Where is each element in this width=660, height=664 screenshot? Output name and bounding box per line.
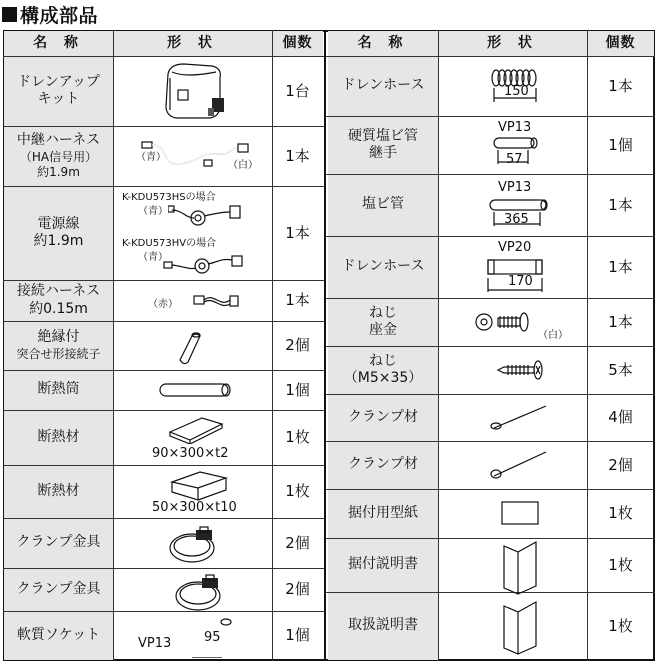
part-name-line: 継手 bbox=[369, 145, 397, 161]
row-divider bbox=[325, 394, 655, 395]
drain-hose-150-label: 150 bbox=[504, 84, 529, 99]
header-name bbox=[4, 31, 113, 56]
part-quantity: 1本 bbox=[285, 291, 310, 310]
power-line-hv-illustration bbox=[160, 250, 250, 278]
part-quantity: 5本 bbox=[608, 360, 633, 379]
part-quantity: 1枚 bbox=[285, 428, 310, 447]
part-name-cell bbox=[328, 116, 438, 174]
drain-hose-vp20-label: VP20 bbox=[498, 240, 532, 255]
part-name-line: 電源線 bbox=[37, 215, 80, 232]
part-name-cell bbox=[4, 568, 113, 611]
part-quantity-cell bbox=[587, 441, 654, 489]
part-quantity: 1枚 bbox=[608, 616, 633, 635]
part-quantity-cell bbox=[272, 280, 323, 321]
row-divider bbox=[325, 116, 655, 117]
soft-socket-length-label: 95 bbox=[204, 630, 221, 645]
part-name-line: 塩ビ管 bbox=[362, 196, 404, 213]
row-divider bbox=[325, 592, 655, 593]
power-line-hv-label: K-KDU573HVの場合 bbox=[122, 238, 217, 249]
page-title-text: 構成部品 bbox=[20, 4, 99, 27]
header-qty-label: 個数 bbox=[282, 34, 313, 51]
part-name-line: ねじ bbox=[369, 304, 397, 321]
part-name-cell bbox=[328, 298, 438, 346]
part-name-line: 約0.15m bbox=[29, 300, 88, 317]
part-quantity-cell bbox=[587, 298, 654, 346]
row-divider bbox=[3, 280, 325, 281]
row-divider bbox=[325, 236, 655, 237]
part-quantity-cell bbox=[272, 568, 323, 611]
insulation-tube-illustration bbox=[154, 380, 236, 400]
relay-harness-white-label: （白） bbox=[228, 160, 258, 171]
relay-harness-blue-label: （青） bbox=[136, 152, 166, 163]
part-name-cell bbox=[4, 465, 113, 518]
part-quantity: 2個 bbox=[285, 533, 310, 552]
row-divider bbox=[325, 298, 655, 299]
part-name-cell bbox=[4, 126, 113, 186]
part-name-cell bbox=[328, 174, 438, 236]
column-divider bbox=[438, 30, 439, 661]
part-name-cell bbox=[4, 186, 113, 280]
column-divider bbox=[587, 30, 588, 661]
part-quantity: 1本 bbox=[285, 223, 310, 242]
part-quantity-cell bbox=[272, 321, 323, 370]
part-name-line: クランプ金具 bbox=[16, 534, 101, 551]
header-name-label: 名 称 bbox=[357, 34, 409, 51]
part-quantity-cell bbox=[272, 410, 323, 465]
part-name-line: ドレンアップ bbox=[17, 73, 100, 90]
part-name-line: 断熱筒 bbox=[37, 381, 80, 398]
row-divider bbox=[325, 346, 655, 347]
part-name-cell bbox=[4, 611, 113, 660]
part-name-line: 据付説明書 bbox=[348, 556, 418, 573]
insulation-sheet-t10-size: 50×300×t10 bbox=[152, 500, 237, 515]
row-divider bbox=[3, 126, 325, 127]
power-line-hv-blue-label: （青） bbox=[138, 252, 168, 263]
part-name-line: 取扱説明書 bbox=[348, 617, 418, 634]
part-name-cell bbox=[4, 410, 113, 465]
row-divider bbox=[3, 611, 325, 612]
part-quantity: 1台 bbox=[285, 81, 310, 100]
part-quantity: 1本 bbox=[608, 195, 633, 214]
drain-up-kit-illustration bbox=[160, 60, 230, 124]
connection-harness-illustration bbox=[192, 286, 242, 316]
part-name-cell bbox=[328, 346, 438, 394]
insulation-sheet-t10-illustration bbox=[170, 468, 228, 502]
part-quantity-cell bbox=[587, 236, 654, 298]
part-quantity: 1枚 bbox=[608, 555, 633, 574]
clamp-illustration-1 bbox=[166, 524, 220, 566]
header-shape-label: 形 状 bbox=[167, 34, 218, 51]
header-qty bbox=[587, 31, 654, 56]
part-quantity: 1枚 bbox=[608, 504, 633, 523]
part-quantity: 1個 bbox=[608, 135, 633, 154]
part-quantity-cell bbox=[272, 611, 323, 660]
part-quantity-cell bbox=[587, 394, 654, 441]
part-name-line: 断熱材 bbox=[37, 482, 80, 499]
part-quantity-cell bbox=[587, 174, 654, 236]
row-divider bbox=[3, 370, 325, 371]
row-divider bbox=[3, 518, 325, 519]
part-name-line: クランプ材 bbox=[348, 408, 418, 425]
part-name-line: ドレンホース bbox=[341, 77, 425, 94]
part-name-line: ドレンホース bbox=[341, 258, 425, 275]
part-quantity-cell bbox=[272, 126, 323, 186]
part-name-cell bbox=[4, 321, 113, 370]
row-divider bbox=[3, 568, 325, 569]
connection-harness-red-label: （赤） bbox=[148, 299, 178, 310]
column-divider bbox=[272, 30, 273, 661]
cable-tie-illustration-2 bbox=[488, 446, 552, 484]
column-divider bbox=[324, 30, 326, 661]
part-quantity: 1個 bbox=[285, 380, 310, 399]
row-divider bbox=[3, 56, 655, 57]
header-shape-label: 形 状 bbox=[487, 34, 538, 51]
page-title bbox=[2, 0, 98, 28]
row-divider bbox=[3, 321, 325, 322]
part-name-cell bbox=[4, 56, 113, 126]
template-paper-illustration bbox=[500, 500, 540, 526]
part-quantity-cell bbox=[587, 489, 654, 538]
washer-white-label: （白） bbox=[538, 330, 568, 341]
part-quantity-cell bbox=[272, 518, 323, 568]
header-shape bbox=[438, 31, 587, 56]
joint-57-label: 57 bbox=[506, 152, 523, 167]
power-line-hs-label: K-KDU573HSの場合 bbox=[122, 192, 216, 203]
part-quantity-cell bbox=[272, 465, 323, 518]
row-divider bbox=[325, 174, 655, 175]
row-divider bbox=[3, 410, 325, 411]
screw-illustration bbox=[494, 358, 554, 382]
part-name-line: （M5×35） bbox=[343, 370, 423, 386]
part-name-line: 突合せ形接続子 bbox=[16, 346, 101, 361]
part-quantity: 1本 bbox=[608, 76, 633, 95]
insulation-sheet-t2-size: 90×300×t2 bbox=[152, 446, 229, 461]
part-quantity: 1本 bbox=[608, 312, 633, 331]
row-divider bbox=[325, 441, 655, 442]
part-quantity-cell bbox=[587, 56, 654, 116]
part-name-line: クランプ材 bbox=[348, 456, 418, 473]
header-name-label: 名 称 bbox=[33, 34, 84, 51]
part-quantity-cell bbox=[587, 592, 654, 660]
part-name-cell bbox=[328, 489, 438, 538]
drain-hose-170-label: 170 bbox=[508, 274, 533, 289]
part-quantity: 1個 bbox=[285, 626, 310, 645]
header-qty-label: 個数 bbox=[605, 34, 636, 51]
part-name-line: 軟質ソケット bbox=[16, 626, 101, 643]
joint-vp13-label: VP13 bbox=[498, 120, 532, 135]
row-divider bbox=[3, 465, 325, 466]
part-name-line: 据付用型紙 bbox=[348, 504, 418, 521]
part-quantity: 2個 bbox=[285, 336, 310, 355]
part-name-cell bbox=[4, 518, 113, 568]
row-divider bbox=[3, 186, 325, 187]
part-name-line: 断熱材 bbox=[37, 428, 80, 445]
header-qty bbox=[272, 31, 323, 56]
operation-manual-illustration bbox=[500, 598, 540, 658]
part-name-line: 中継ハーネス bbox=[16, 132, 101, 149]
part-name-line: （HA信号用） bbox=[19, 149, 98, 164]
insulation-sheet-t2-illustration bbox=[168, 414, 224, 444]
part-quantity-cell bbox=[272, 186, 323, 280]
part-name-cell bbox=[328, 441, 438, 489]
cable-tie-illustration-1 bbox=[488, 400, 552, 434]
part-name-cell bbox=[4, 370, 113, 410]
part-name-line: 接続ハーネス bbox=[16, 283, 101, 299]
part-name-cell bbox=[4, 280, 113, 321]
part-name-cell bbox=[328, 394, 438, 441]
part-name-cell bbox=[328, 236, 438, 298]
part-name-line: 硬質塩ビ管 bbox=[348, 127, 418, 144]
header-name bbox=[328, 31, 438, 56]
part-quantity-cell bbox=[272, 370, 323, 410]
washer-and-screw-illustration bbox=[474, 306, 542, 338]
part-quantity: 2個 bbox=[608, 455, 633, 474]
part-quantity: 4個 bbox=[608, 408, 633, 427]
part-name-line: キット bbox=[37, 91, 80, 107]
part-quantity-cell bbox=[272, 56, 323, 126]
part-name-line: 約1.9m bbox=[33, 233, 84, 249]
square-bullet-icon bbox=[2, 7, 17, 22]
part-quantity-cell bbox=[587, 346, 654, 394]
column-divider bbox=[113, 30, 114, 661]
part-quantity-cell bbox=[587, 538, 654, 592]
part-name-line: 座金 bbox=[369, 322, 397, 338]
header-shape bbox=[113, 31, 272, 56]
part-quantity: 2個 bbox=[285, 580, 310, 599]
row-divider bbox=[325, 489, 655, 490]
clamp-illustration-2 bbox=[172, 572, 222, 612]
pvc-pipe-vp13-label: VP13 bbox=[498, 180, 532, 195]
part-name-line: クランプ金具 bbox=[16, 580, 101, 597]
pvc-pipe-365-label: 365 bbox=[504, 212, 529, 227]
row-divider bbox=[325, 538, 655, 539]
part-name-cell bbox=[328, 538, 438, 592]
power-line-hs-illustration bbox=[168, 200, 248, 230]
part-name-line: 絶縁付 bbox=[37, 329, 80, 346]
part-quantity: 1本 bbox=[608, 257, 633, 276]
part-name-line: 約1.9m bbox=[37, 164, 80, 179]
part-quantity: 1本 bbox=[285, 146, 310, 165]
part-name-cell bbox=[328, 56, 438, 116]
part-name-cell bbox=[328, 592, 438, 660]
part-name-line: ねじ bbox=[369, 352, 397, 369]
installation-manual-illustration bbox=[500, 538, 540, 598]
soft-socket-size-label: VP13 bbox=[138, 636, 172, 651]
part-quantity: 1枚 bbox=[285, 482, 310, 501]
butt-connector-illustration bbox=[172, 330, 204, 366]
part-quantity-cell bbox=[587, 116, 654, 174]
power-line-hs-blue-label: （青） bbox=[138, 206, 168, 217]
